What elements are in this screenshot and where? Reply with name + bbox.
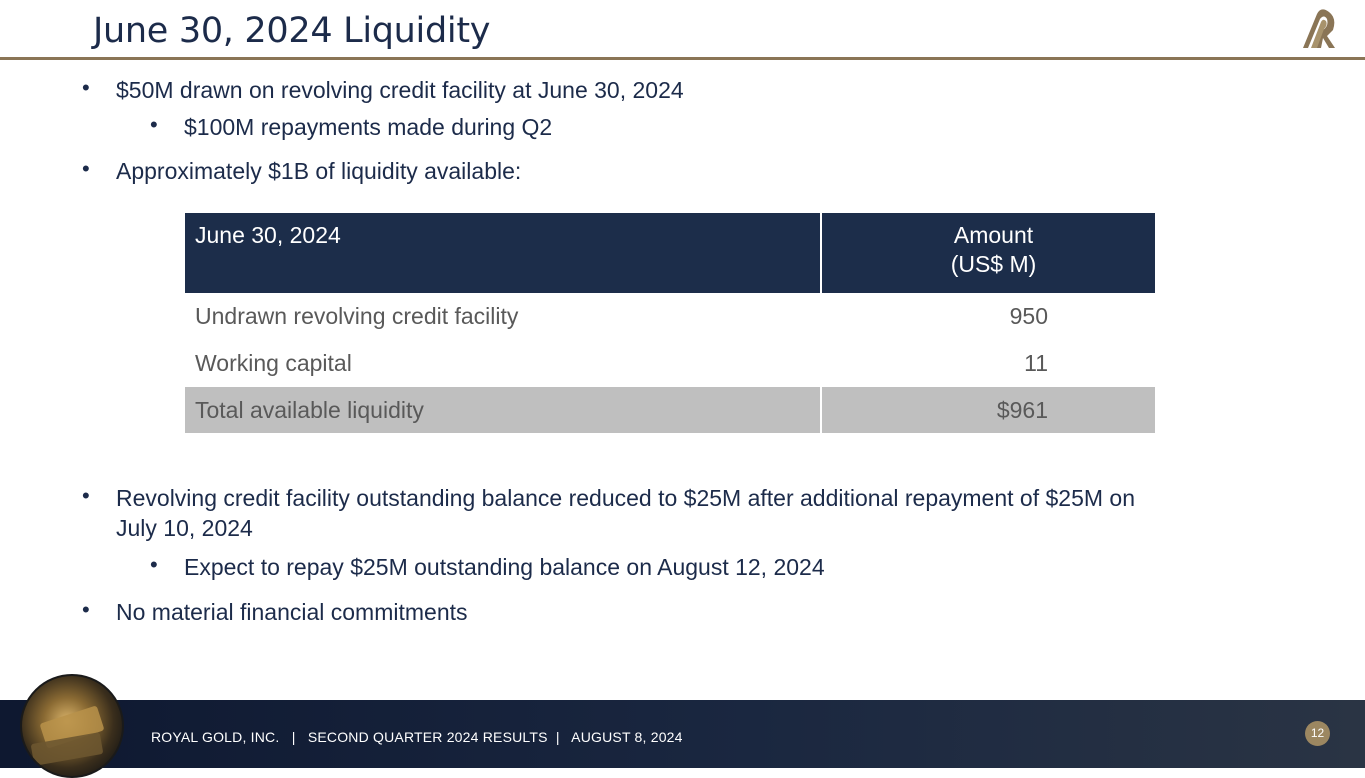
- bullet-text: Approximately $1B of liquidity available:: [116, 158, 522, 184]
- bullet-text: Expect to repay $25M outstanding balance on August 12, 2024: [184, 554, 825, 580]
- bullet-dot: •: [82, 156, 90, 181]
- row-label: Undrawn revolving credit facility: [195, 303, 519, 329]
- bullet-text: No material financial commitments: [116, 599, 468, 625]
- table-header-amount: [821, 213, 1155, 293]
- row-label: Working capital: [195, 350, 352, 376]
- bullet-text: $100M repayments made during Q2: [184, 114, 553, 140]
- bullet-item: [82, 597, 468, 627]
- bullet-item: [82, 75, 684, 105]
- sub-bullet-item: [150, 112, 553, 142]
- slide-title: June 30, 2024 Liquidity: [93, 11, 491, 51]
- row-value: 950: [1009, 303, 1048, 329]
- header-amount-line1: Amount: [953, 222, 1034, 248]
- total-value: $961: [821, 387, 1155, 433]
- bullet-item: [82, 483, 1176, 543]
- page-number: 12: [1305, 721, 1330, 746]
- table-row: [185, 293, 1155, 340]
- table-header-date: June 30, 2024: [185, 213, 821, 293]
- header-amount-line2: (US$ M): [950, 251, 1037, 277]
- sub-bullet-item: [150, 552, 825, 582]
- liquidity-table: [185, 213, 1155, 433]
- bullet-item: [82, 156, 522, 186]
- bullet-dot: •: [150, 552, 158, 577]
- table-header-row: [185, 213, 1155, 293]
- title-divider: [0, 57, 1365, 60]
- table-total-row: [185, 387, 1155, 433]
- bullet-dot: •: [82, 75, 90, 100]
- table-row: [185, 340, 1155, 387]
- total-label: Total available liquidity: [185, 387, 821, 433]
- bullet-text: $50M drawn on revolving credit facility at June 30, 2024: [116, 77, 684, 103]
- bullet-dot: •: [150, 112, 158, 137]
- gold-bars-image: [20, 674, 124, 778]
- bullet-dot: •: [82, 483, 90, 508]
- royal-gold-logo-icon: [1299, 8, 1343, 50]
- bullet-text: Revolving credit facility outstanding balance reduced to $25M after additional repayment of $25M on July 10, 2024: [116, 485, 1135, 541]
- footer-text: ROYAL GOLD, INC. | SECOND QUARTER 2024 RESULTS | AUGUST 8, 2024: [151, 729, 683, 745]
- row-value: 11: [1024, 350, 1048, 376]
- bullet-dot: •: [82, 597, 90, 622]
